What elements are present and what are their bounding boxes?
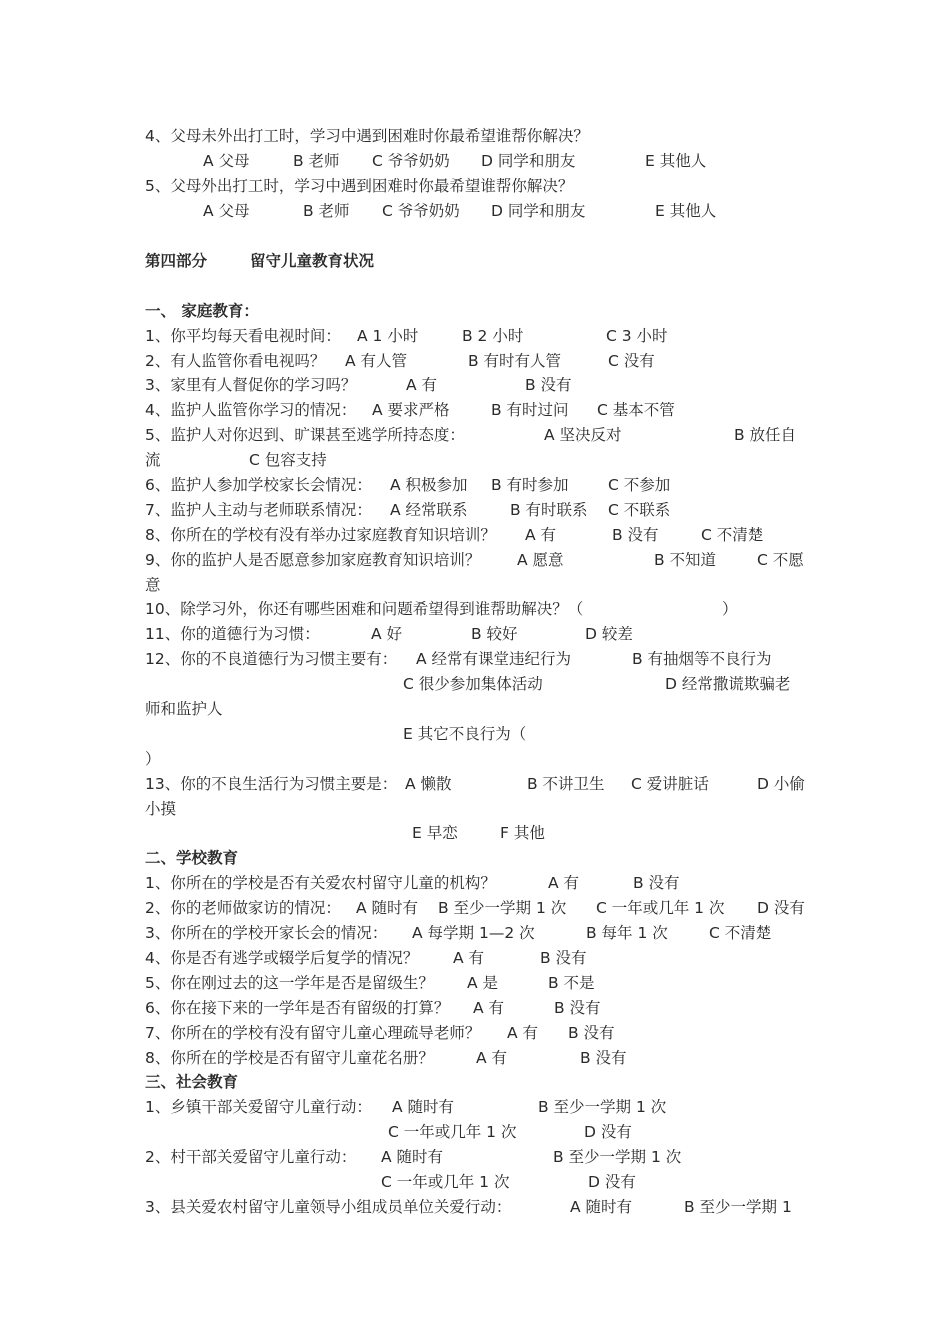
option-text: C 不清楚 <box>709 924 772 942</box>
option-text: D 经常撒谎欺骗老 <box>665 675 791 693</box>
option-text: A 懒散 <box>405 775 452 793</box>
option-text: B 不讲卫生 <box>527 775 605 793</box>
option-text: C 3 小时 <box>606 327 668 345</box>
option-text: A 坚决反对 <box>544 426 622 444</box>
option-text: A 每学期 1—2 次 <box>412 924 535 942</box>
option-text: E 早恋 <box>412 824 458 842</box>
option-text: A 父母 <box>203 202 250 220</box>
question-text: 5、父母外出打工时，学习中遇到困难时你最希望谁帮你解决？ <box>145 177 574 195</box>
option-text: C 爱讲脏话 <box>631 775 709 793</box>
option-text: B 放任自 <box>734 426 797 444</box>
question-text: 3、你所在的学校开家长会的情况： <box>145 924 388 942</box>
option-text: A 1 小时 <box>357 327 419 345</box>
option-text: C 一年或几年 1 次 <box>388 1123 517 1141</box>
option-text: C 爷爷奶奶 <box>382 202 460 220</box>
question-text: 1、你平均每天看电视时间： <box>145 327 341 345</box>
option-text: D 没有 <box>588 1173 636 1191</box>
section-heading: 留守儿童教育状况 <box>250 252 375 270</box>
question-text: 4、父母未外出打工时，学习中遇到困难时你最希望谁帮你解决？ <box>145 127 589 145</box>
question-text: 2、你的老师做家访的情况： <box>145 899 341 917</box>
option-text: D 同学和朋友 <box>481 152 576 170</box>
option-text: A 随时有 <box>356 899 419 917</box>
option-text: B 没有 <box>612 526 659 544</box>
option-text: B 至少一学期 1 次 <box>553 1148 682 1166</box>
option-text: D 没有 <box>584 1123 632 1141</box>
option-text: B 有时联系 <box>510 501 588 519</box>
option-text: B 不是 <box>548 974 595 992</box>
question-text: 师和监护人 <box>145 700 223 718</box>
section-heading: 二、学校教育 <box>145 849 239 867</box>
section-heading: 第四部分 <box>145 252 208 270</box>
option-text: B 较好 <box>471 625 518 643</box>
option-text: C 一年或几年 1 次 <box>381 1173 510 1191</box>
option-text: A 好 <box>371 625 403 643</box>
question-text: 3、县关爱农村留守儿童领导小组成员单位关爱行动： <box>145 1198 512 1216</box>
option-text: A 有人管 <box>345 352 408 370</box>
question-text: ） <box>145 750 161 768</box>
question-text: 5、你在刚过去的这一学年是否是留级生？ <box>145 974 434 992</box>
option-text: A 有 <box>507 1024 539 1042</box>
option-text: C 不联系 <box>608 501 671 519</box>
option-text: B 每年 1 次 <box>586 924 668 942</box>
option-text: B 至少一学期 1 <box>684 1198 792 1216</box>
option-text: ） <box>722 600 738 618</box>
option-text: C 不愿 <box>757 551 804 569</box>
option-text: B 至少一学期 1 次 <box>538 1098 667 1116</box>
option-text: E 其他人 <box>645 152 707 170</box>
option-text: A 经常有课堂违纪行为 <box>416 650 572 668</box>
option-text: B 没有 <box>554 999 601 1017</box>
question-text: 2、有人监管你看电视吗？ <box>145 352 326 370</box>
option-text: A 积极参加 <box>390 476 468 494</box>
option-text: D 较差 <box>585 625 633 643</box>
option-text: A 随时有 <box>381 1148 444 1166</box>
option-text: A 有 <box>406 376 438 394</box>
question-text: 意 <box>145 576 161 594</box>
question-text: 7、你所在的学校有没有留守儿童心理疏导老师？ <box>145 1024 481 1042</box>
option-text: A 有 <box>473 999 505 1017</box>
question-text: 1、你所在的学校是否有关爱农村留守儿童的机构？ <box>145 874 496 892</box>
option-text: A 父母 <box>203 152 250 170</box>
option-text: B 没有 <box>568 1024 615 1042</box>
question-text: 流 <box>145 451 161 469</box>
option-text: C 爷爷奶奶 <box>372 152 450 170</box>
option-text: B 不知道 <box>654 551 717 569</box>
question-text: 10、除学习外，你还有哪些困难和问题希望得到谁帮助解决？（ <box>145 600 584 618</box>
option-text: D 没有 <box>757 899 805 917</box>
question-text: 9、你的监护人是否愿意参加家庭教育知识培训？ <box>145 551 481 569</box>
option-text: B 有时过问 <box>491 401 569 419</box>
option-text: B 没有 <box>525 376 572 394</box>
option-text: C 没有 <box>608 352 655 370</box>
question-text: 2、村干部关爱留守儿童行动： <box>145 1148 357 1166</box>
question-text: 1、乡镇干部关爱留守儿童行动： <box>145 1098 372 1116</box>
option-text: C 包容支持 <box>249 451 327 469</box>
option-text: A 有 <box>548 874 580 892</box>
option-text: B 老师 <box>303 202 350 220</box>
option-text: A 愿意 <box>517 551 564 569</box>
option-text: C 不清楚 <box>701 526 764 544</box>
question-text: 12、你的不良道德行为习惯主要有： <box>145 650 398 668</box>
option-text: A 有 <box>525 526 557 544</box>
option-text: B 至少一学期 1 次 <box>438 899 567 917</box>
option-text: A 随时有 <box>570 1198 633 1216</box>
section-heading: 一、 家庭教育： <box>145 302 259 320</box>
option-text: C 不参加 <box>608 476 671 494</box>
question-text: 11、你的道德行为习惯： <box>145 625 320 643</box>
question-text: 5、监护人对你迟到、旷课甚至逃学所持态度： <box>145 426 465 444</box>
option-text: B 有时有人管 <box>468 352 562 370</box>
option-text: A 有 <box>476 1049 508 1067</box>
section-heading: 三、社会教育 <box>145 1073 239 1091</box>
option-text: B 有抽烟等不良行为 <box>632 650 772 668</box>
option-text: B 有时参加 <box>491 476 569 494</box>
option-text: E 其它不良行为（ <box>403 725 527 743</box>
option-text: A 要求严格 <box>372 401 450 419</box>
option-text: E 其他人 <box>655 202 717 220</box>
option-text: A 有 <box>453 949 485 967</box>
option-text: B 老师 <box>293 152 340 170</box>
option-text: A 是 <box>467 974 499 992</box>
option-text: B 没有 <box>633 874 680 892</box>
option-text: F 其他 <box>500 824 545 842</box>
option-text: B 2 小时 <box>462 327 524 345</box>
option-text: B 没有 <box>540 949 587 967</box>
question-text: 6、你在接下来的一学年是否有留级的打算？ <box>145 999 450 1017</box>
option-text: B 没有 <box>580 1049 627 1067</box>
option-text: D 同学和朋友 <box>491 202 586 220</box>
option-text: C 一年或几年 1 次 <box>596 899 725 917</box>
option-text: D 小偷 <box>757 775 805 793</box>
question-text: 13、你的不良生活行为习惯主要是： <box>145 775 398 793</box>
question-text: 小摸 <box>145 800 177 818</box>
question-text: 3、家里有人督促你的学习吗？ <box>145 376 357 394</box>
question-text: 8、你所在的学校有没有举办过家庭教育知识培训？ <box>145 526 496 544</box>
question-text: 4、监护人监管你学习的情况： <box>145 401 357 419</box>
option-text: C 基本不管 <box>597 401 675 419</box>
question-text: 7、监护人主动与老师联系情况： <box>145 501 372 519</box>
question-text: 4、你是否有逃学或辍学后复学的情况？ <box>145 949 419 967</box>
option-text: A 随时有 <box>392 1098 455 1116</box>
option-text: A 经常联系 <box>390 501 468 519</box>
question-text: 6、监护人参加学校家长会情况： <box>145 476 372 494</box>
option-text: C 很少参加集体活动 <box>403 675 543 693</box>
question-text: 8、你所在的学校是否有留守儿童花名册？ <box>145 1049 434 1067</box>
